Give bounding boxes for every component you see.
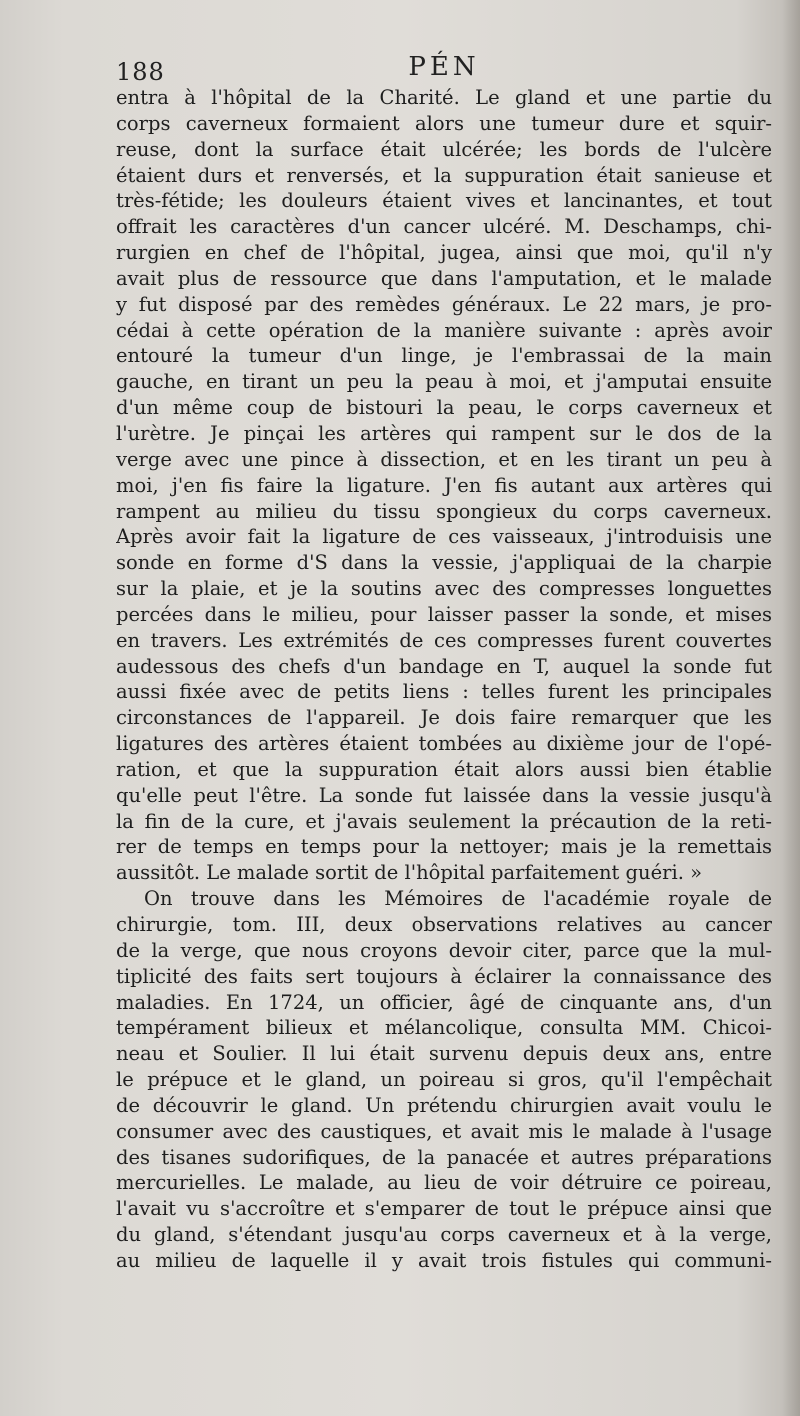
text-line: corps caverneux formaient alors une tumeur dure et squir- — [116, 111, 772, 135]
text-line: ration, et que la suppuration était alors aussi bien établie — [116, 757, 772, 781]
text-line: verge avec une pince à dissection, et en les tirant un peu à — [116, 447, 772, 471]
text-line: l'avait vu s'accroître et s'emparer de tout le prépuce ainsi que — [116, 1197, 772, 1221]
text-line: sur la plaie, et je la soutins avec des compresses longuettes — [116, 577, 772, 601]
text-line: rurgien en chef de l'hôpital, jugea, ainsi que moi, qu'il n'y — [116, 241, 772, 265]
text-line: ligatures des artères étaient tombées au dixième jour de l'opé- — [116, 732, 772, 756]
text-line: avait plus de ressource que dans l'amputation, et le malade — [116, 266, 772, 290]
running-head: PÉN — [408, 52, 480, 82]
text-line: y fut disposé par des remèdes généraux. Le 22 mars, je pro- — [116, 292, 772, 316]
text-line: aussitôt. Le malade sortit de l'hôpital parfaitement guéri. » — [116, 861, 703, 885]
text-line: cédai à cette opération de la manière suivante : après avoir — [116, 318, 772, 342]
body-text — [116, 85, 772, 1274]
text-line: tiplicité des faits sert toujours à éclairer la connaissance des — [116, 964, 772, 988]
text-line: sonde en forme d'S dans la vessie, j'appliquai de la charpie — [116, 551, 772, 575]
text-line: audessous des chefs d'un bandage en T, auquel la sonde fut — [116, 654, 772, 678]
text-line: mercurielles. Le malade, au lieu de voir détruire ce poireau, — [116, 1171, 772, 1195]
text-line: du gland, s'étendant jusqu'au corps caverneux et à la verge, — [116, 1223, 772, 1247]
text-line: l'urètre. Je pinçai les artères qui rampent sur le dos de la — [116, 421, 772, 445]
page-header — [116, 52, 772, 86]
text-line: On trouve dans les Mémoires de l'académie royale de — [144, 887, 772, 911]
text-line: reuse, dont la surface était ulcérée; les bords de l'ulcère — [116, 137, 772, 161]
text-line: des tisanes sudorifiques, de la panacée et autres préparations — [116, 1145, 772, 1169]
page-edge-shadow — [782, 0, 800, 1416]
text-line: moi, j'en fis faire la ligature. J'en fis autant aux artères qui — [116, 473, 772, 497]
text-line: aussi fixée avec de petits liens : telles furent les principales — [116, 680, 772, 704]
text-line: consumer avec des caustiques, et avait mis le malade à l'usage — [116, 1119, 772, 1143]
text-line: le prépuce et le gland, un poireau si gros, qu'il l'empêchait — [116, 1068, 772, 1092]
text-line: gauche, en tirant un peu la peau à moi, et j'amputai ensuite — [116, 370, 772, 394]
text-line: très-fétide; les douleurs étaient vives et lancinantes, et tout — [116, 189, 772, 213]
text-line: rampent au milieu du tissu spongieux du corps caverneux. — [116, 499, 772, 523]
text-line: tempérament bilieux et mélancolique, consulta MM. Chicoi- — [116, 1016, 772, 1040]
text-line: au milieu de laquelle il y avait trois fistules qui communi- — [116, 1248, 772, 1272]
text-line: de découvrir le gland. Un prétendu chirurgien avait voulu le — [116, 1093, 772, 1117]
text-line: Après avoir fait la ligature de ces vaisseaux, j'introduisis une — [116, 525, 772, 549]
page-number: 188 — [116, 58, 165, 86]
text-line: d'un même coup de bistouri la peau, le corps caverneux et — [116, 396, 772, 420]
text-line: maladies. En 1724, un officier, âgé de cinquante ans, d'un — [116, 990, 772, 1014]
text-line: entra à l'hôpital de la Charité. Le gland et une partie du — [116, 86, 772, 109]
text-line: de la verge, que nous croyons devoir citer, parce que la mul- — [116, 938, 772, 962]
text-line: chirurgie, tom. III, deux observations relatives au cancer — [116, 913, 772, 936]
text-line: neau et Soulier. Il lui était survenu depuis deux ans, entre — [116, 1042, 772, 1066]
text-line: en travers. Les extrémités de ces compresses furent couvertes — [116, 628, 772, 652]
text-line: rer de temps en temps pour la nettoyer; mais je la remettais — [116, 835, 772, 859]
text-line: la fin de la cure, et j'avais seulement la précaution de la reti- — [116, 809, 772, 833]
text-line: offrait les caractères d'un cancer ulcéré. M. Deschamps, chi- — [116, 215, 772, 239]
text-line: percées dans le milieu, pour laisser passer la sonde, et mises — [116, 602, 772, 626]
text-line: étaient durs et renversés, et la suppuration était sanieuse et — [116, 163, 772, 187]
text-line: qu'elle peut l'être. La sonde fut laissée dans la vessie jusqu'à — [116, 783, 772, 807]
text-line: entouré la tumeur d'un linge, je l'embrassai de la main — [116, 344, 772, 368]
text-line: circonstances de l'appareil. Je dois faire remarquer que les — [116, 706, 772, 730]
